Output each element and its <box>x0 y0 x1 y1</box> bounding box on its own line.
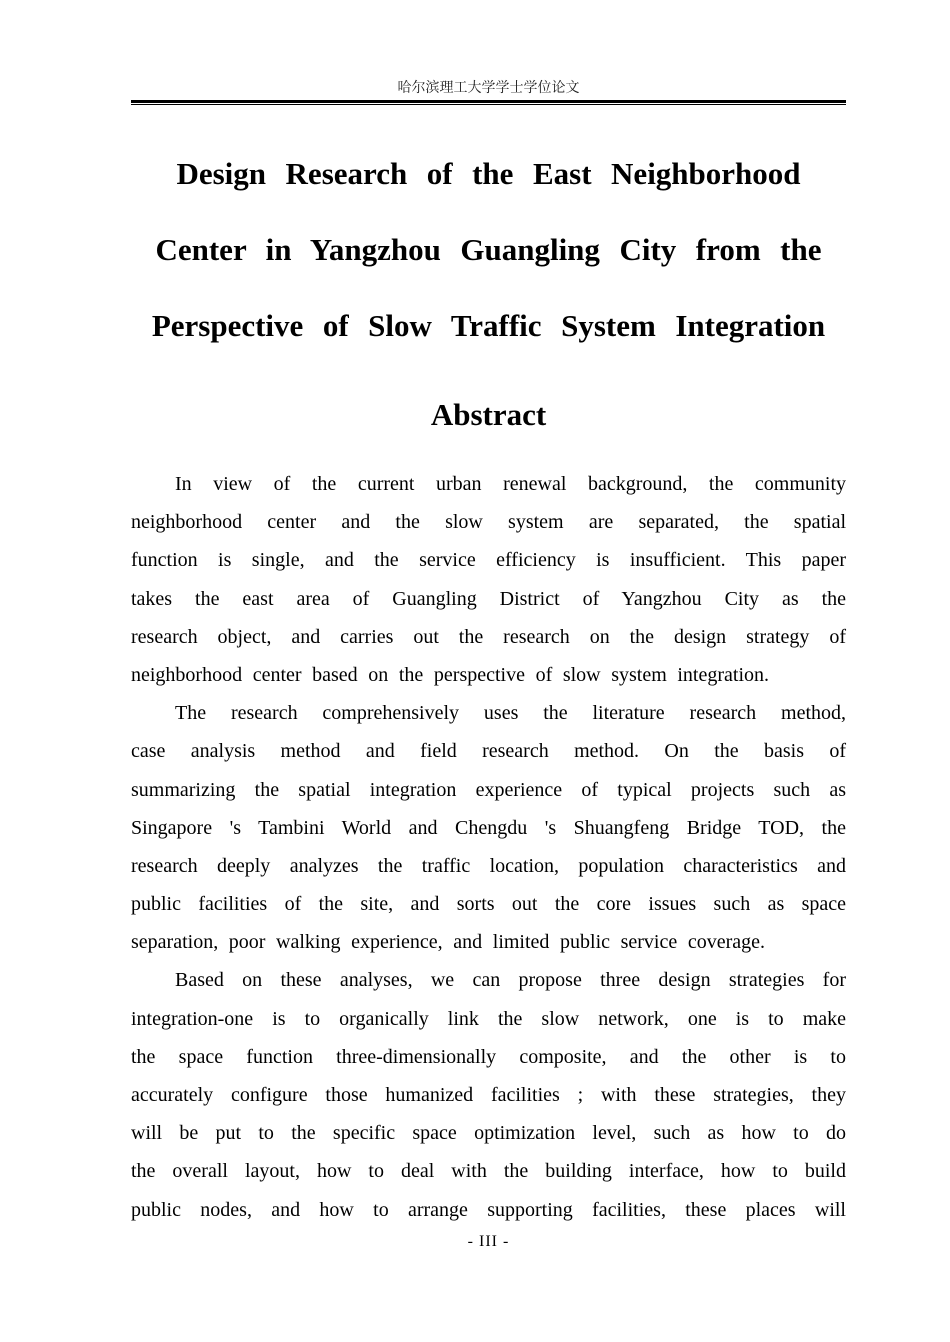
text-line: the space function three-dimensionally composite, and the other is to <box>131 1045 846 1068</box>
page-number: - III - <box>467 1233 510 1250</box>
text-line: the overall layout, how to deal with the building interface, how to build <box>131 1160 846 1183</box>
header-rule-thick <box>131 100 846 103</box>
text-line: function is single, and the service efficiency is insufficient. This paper <box>131 549 846 572</box>
text-line: accurately configure those humanized facilities ; with these strategies, they <box>131 1084 846 1106</box>
title-line: Center in Yangzhou Guangling City from the <box>155 232 822 267</box>
text-line: In view of the current urban renewal background, the community <box>175 473 846 495</box>
abstract-paragraph-3 <box>131 961 846 1228</box>
text-line: public facilities of the site, and sorts out the core issues such as space <box>131 893 846 916</box>
text-line: Based on these analyses, we can propose three design strategies for <box>175 969 846 992</box>
title-line: Design Research of the East Neighborhood <box>176 156 801 191</box>
thesis-title <box>131 136 846 364</box>
text-line: will be put to the specific space optimization level, such as how to do <box>131 1122 846 1145</box>
text-line: takes the east area of Guangling District of Yangzhou City as the <box>131 587 846 610</box>
abstract-paragraph-2 <box>131 694 846 961</box>
text-line: integration-one is to organically link the slow network, one is to make <box>131 1007 846 1030</box>
title-line: Perspective of Slow Traffic System Integration <box>151 308 826 343</box>
text-line: neighborhood center based on the perspective of slow system integration. <box>131 663 770 686</box>
abstract-paragraph-1 <box>131 465 846 694</box>
text-line: research object, and carries out the research on the design strategy of <box>131 625 846 648</box>
text-line: Singapore 's Tambini World and Chengdu 's Shuangfeng Bridge TOD, the <box>131 816 846 839</box>
header-rule-thin <box>131 104 846 105</box>
text-line: public nodes, and how to arrange supporting facilities, these places will <box>131 1198 846 1221</box>
text-line: The research comprehensively uses the literature research method, <box>175 702 846 725</box>
text-line: summarizing the spatial integration experience of typical projects such as <box>131 778 846 801</box>
text-line: separation, poor walking experience, and limited public service coverage. <box>131 931 766 954</box>
text-line: case analysis method and field research method. On the basis of <box>131 740 846 763</box>
abstract-heading: Abstract <box>430 397 547 432</box>
text-line: neighborhood center and the slow system are separated, the spatial <box>131 511 846 534</box>
running-header: 哈尔滨理工大学学士学位论文 <box>397 80 580 96</box>
abstract-body <box>131 465 846 1229</box>
text-line: research deeply analyzes the traffic location, population characteristics and <box>131 854 846 877</box>
